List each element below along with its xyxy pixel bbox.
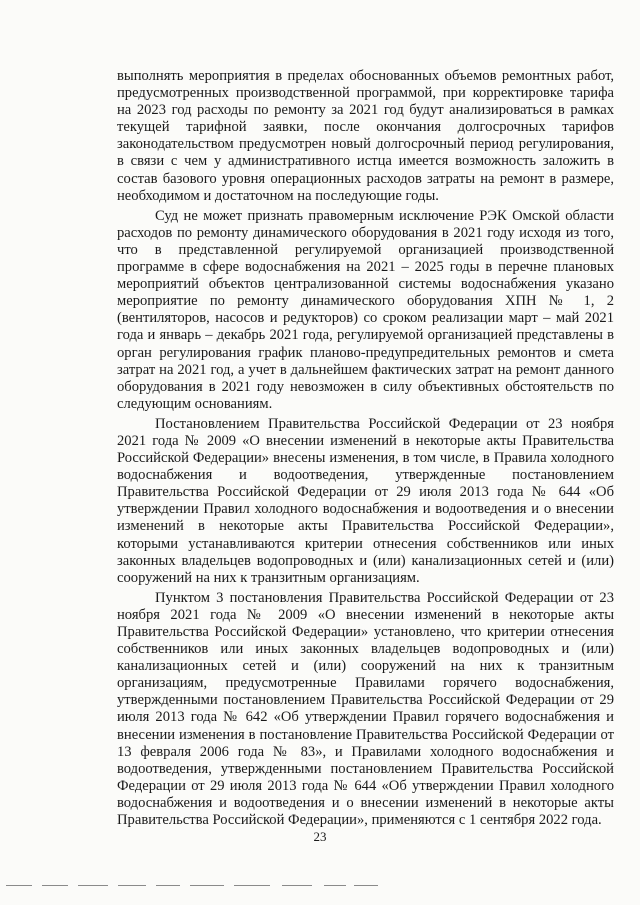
scan-artifact-line <box>42 885 68 886</box>
scan-artifact-line <box>156 885 180 886</box>
paragraph-court-finding: Суд не может признать правомерным исключение РЭК Омской области расходов по ремонту динамического оборудования в 2021 году исходя из того, что в представленной регулируемой организацией производственной программе в сфере водоснабжения на 2021 – 2025 годы в перечне плановых мероприятий объектов централизованной системы водоснабжения указано мероприятие по ремонту динамического оборудования ХПН № 1, 2 (вентиляторов, насосов и редукторов) со сроком реализации март – май 2021 года и январь – декабрь 2021 года, регулируемой организацией представлены в орган регулирования график планово-предупредительных ремонтов и смета затрат на 2021 год, а учет в дальнейшем фактических затрат на ремонт данного оборудования в 2021 году невозможен в силу объективных обстоятельств по следующим основаниям. <box>117 207 614 412</box>
scan-artifact-line <box>190 885 224 886</box>
scan-artifact-line <box>234 885 270 886</box>
document-body <box>117 68 614 829</box>
paragraph-continuation: выполнять мероприятия в пределах обоснованных объемов ремонтных работ, предусмотренных производственной программой, при корректировке тарифа на 2023 год расходы по ремонту за 2021 год будут анализироваться в рамках текущей тарифной заявки, после окончания долгосрочных тарифов законодательством предусмотрен новый долгосрочный период регулирования, в связи с чем у административного истца имеется возможность заложить в состав базового уровня операционных расходов затраты на ремонт в размере, необходимом и достаточном на последующие годы. <box>117 68 614 204</box>
page-number: 23 <box>313 829 327 844</box>
scan-artifact-line <box>354 885 378 886</box>
scan-artifact-line <box>282 885 312 886</box>
scan-artifact-line <box>78 885 108 886</box>
scan-artifact-line <box>6 885 32 886</box>
scan-artifact-line <box>324 885 346 886</box>
scan-artifact-line <box>118 885 146 886</box>
paragraph-government-decree: Постановлением Правительства Российской Федерации от 23 ноября 2021 года № 2009 «О внесении изменений в некоторые акты Правительства Российской Федерации» внесены изменения, в том числе, в Правила холодного водоснабжения и водоотведения, утвержденные постановлением Правительства Российской Федерации от 29 июля 2013 года № 644 «Об утверждении Правил холодного водоснабжения и водоотведения и о внесении изменений в некоторые акты Правительства Российской Федерации», которыми устанавливаются критерии отнесения собственников или иных законных владельцев водопроводных и (или) канализационных сетей и (или) сооружений на них к транзитным организациям. <box>117 415 614 586</box>
paragraph-decree-clause-3: Пунктом 3 постановления Правительства Российской Федерации от 23 ноября 2021 года № 2009 «О внесении изменений в некоторые акты Правительства Российской Федерации» установлено, что критерии отнесения собственников или иных законных владельцев водопроводных и (или) канализационных сетей и (или) сооружений на них к транзитным организациям, предусмотренные Правилами горячего водоснабжения, утвержденными постановлением Правительства Российской Федерации от 29 июля 2013 года № 642 «Об утверждении Правил горячего водоснабжения и внесении изменения в постановление Правительства Российской Федерации от 13 февраля 2006 года № 83», и Правилами холодного водоснабжения и водоотведения, утвержденными постановлением Правительства Российской Федерации от 29 июля 2013 года № 644 «Об утверждении Правил холодного водоснабжения и водоотведения и о внесении изменений в некоторые акты Правительства Российской Федерации», применяются с 1 сентября 2022 года. <box>117 589 614 829</box>
